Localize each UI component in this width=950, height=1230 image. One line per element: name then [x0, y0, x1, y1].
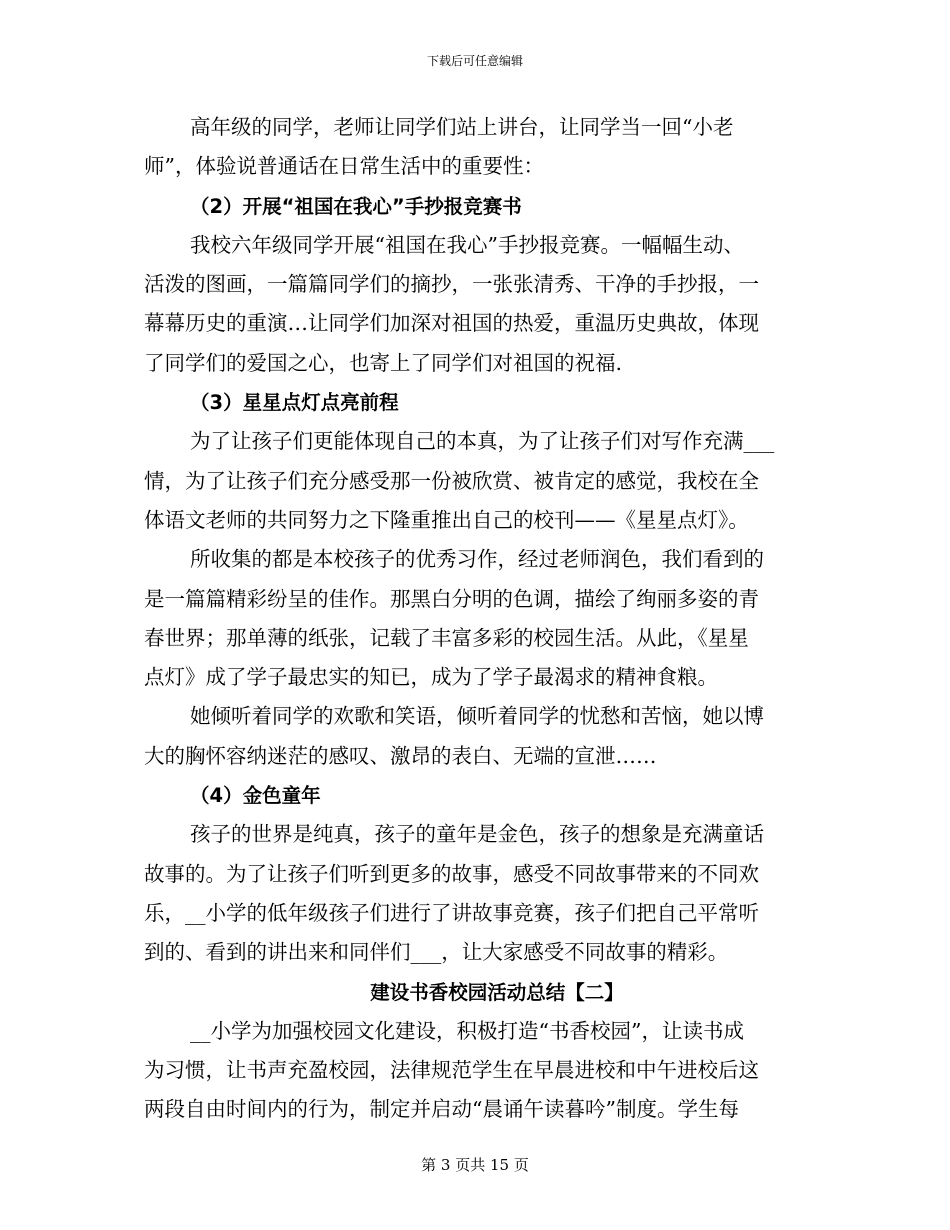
paragraph: [144, 815, 824, 972]
paragraph-line: 情，为了让孩子们充分感受那一份被欣赏、被肯定的感觉，我校在全: [144, 468, 759, 493]
paragraph-line: __小学为加强校园文化建设，积极打造“书香校园”，让读书成: [190, 1018, 744, 1043]
paragraph-line: 高年级的同学，老师让同学们站上讲台，让同学当一回“小老: [190, 115, 734, 139]
paragraph-line: 所收集的都是本校孩子的优秀习作，经过老师润色，我们看到的: [190, 547, 764, 572]
paragraph-line: 体语文老师的共同努力之下隆重推出自己的校刊——《星星点灯》。: [144, 507, 749, 532]
paragraph-line: 是一篇篇精彩纷呈的佳作。那黑白分明的色调，描绘了绚丽多姿的青: [144, 586, 759, 611]
paragraph-line: 为习惯，让书声充盈校园，法律规范学生在早晨进校和中午进校后这: [144, 1058, 759, 1083]
paragraph: [144, 697, 824, 776]
paragraph-line: 师”，体验说普通话在日常生活中的重要性：: [144, 154, 544, 179]
section-heading: （4）金色童年: [190, 784, 321, 808]
paragraph-line: 我校六年级同学开展“祖国在我心”手抄报竞赛。一幅幅生动、: [190, 232, 744, 257]
paragraph-line: 为了让孩子们更能体现自己的本真，为了让孩子们对写作充满___: [190, 429, 775, 454]
paragraph-line: 她倾听着同学的欢歌和笑语，倾听着同学的忧愁和苦恼，她以博: [190, 704, 764, 729]
paragraph-line: 故事的。为了让孩子们听到更多的故事，感受不同故事带来的不同欢: [144, 861, 759, 886]
section-heading: （3）星星点灯点亮前程: [190, 391, 399, 415]
section-heading: （2）开展“祖国在我心”手抄报竞赛书: [190, 194, 522, 218]
page-footer: 第 3 页共 15 页: [421, 1156, 529, 1174]
paragraph: [144, 1012, 824, 1130]
section-title: 建设书香校园活动总结【二】: [370, 980, 624, 1004]
paragraph: [144, 226, 824, 383]
paragraph: [144, 108, 824, 187]
paragraph-line: 活泼的图画，一篇篇同学们的摘抄，一张张清秀、干净的手抄报，一: [144, 272, 759, 297]
paragraph-line: 春世界；那单薄的纸张，记载了丰富多彩的校园生活。从此，《星星: [144, 625, 749, 650]
paragraph-line: 幕幕历史的重演…让同学们加深对祖国的热爱，重温历史典故，体现: [144, 311, 759, 336]
paragraph-line: 点灯》成了学子最忠实的知已，成为了学子最渴求的精神食粮。: [144, 665, 718, 690]
paragraph-line: 孩子的世界是纯真，孩子的童年是金色，孩子的想象是充满童话: [190, 822, 764, 847]
paragraph: [144, 422, 824, 540]
paragraph-line: 到的、看到的讲出来和同伴们___，让大家感受不同故事的精彩。: [144, 940, 729, 965]
page-header: 下载后可任意编辑: [426, 54, 523, 68]
paragraph-line: 大的胸怀容纳迷茫的感叹、激昂的表白、无端的宣泄……: [144, 743, 657, 768]
paragraph: [144, 540, 824, 697]
document-body: [144, 108, 824, 1130]
paragraph-line: 乐，__小学的低年级孩子们进行了讲故事竞赛，孩子们把自己平常听: [144, 900, 759, 925]
paragraph-line: 两段自由时间内的行为，制定并启动“晨诵午读暮吟”制度。学生每: [144, 1097, 739, 1122]
paragraph-line: 了同学们的爱国之心，也寄上了同学们对祖国的祝福.: [144, 350, 623, 375]
